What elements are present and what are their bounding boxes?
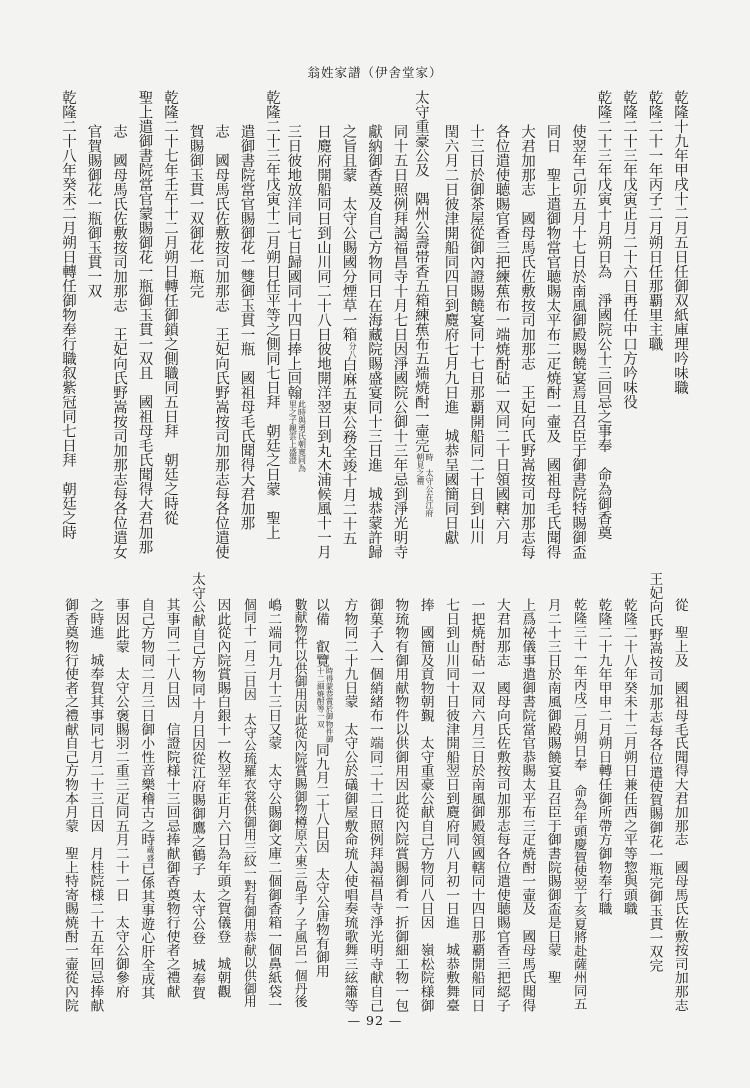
upper-column bbox=[58, 90, 78, 560]
lower-column bbox=[365, 572, 385, 1012]
note-line: 此時與勇氏朝寛同為 bbox=[297, 399, 307, 472]
column-text: 志 國母馬氏佐敷按司加那志 王妃向氏野嵩按司加那志每各位遣使 bbox=[213, 124, 229, 559]
column-text: 乾隆二十三年戊寅正月二十六日再任中口方吟味役 bbox=[621, 90, 637, 409]
lower-column bbox=[670, 572, 690, 1012]
column-text: 遣御書院當官賜御花一雙御玉貫一瓶 國祖母毛氏聞得大君加那 bbox=[238, 124, 255, 530]
upper-column bbox=[313, 90, 333, 560]
lower-column bbox=[85, 572, 105, 1012]
column-text: 嶋二端同九月十三日又蒙 太守公賜御文庫二個御香箱一個鼻紙袋一 bbox=[265, 598, 282, 1012]
column-text: 乾隆二十三年戊寅十月朔日為 淨國院公十三回忌之事奉 命為御香奠 bbox=[595, 90, 612, 540]
note-line: 十二細焼酎等一双 bbox=[316, 667, 326, 728]
column-text: 乾隆二十八年癸未十二月朔日兼任西之平等惣與頭職 bbox=[620, 598, 637, 916]
column-text: 數献物件以供御用因此從內院賞賜御物樽原六東三島手ノ子風呂一個丹後 bbox=[291, 598, 307, 1008]
lower-column bbox=[644, 572, 664, 1012]
column-text: 自己方物同二月三日御小性音樂稽古之時 bbox=[138, 598, 155, 847]
column-text: 乾隆二十一年丙子二月朔日任那覇里主職 bbox=[646, 90, 663, 351]
lower-column bbox=[594, 572, 614, 1012]
column-text: 乾隆十九年甲戌十二月五日任御双紙庫理吟味職 bbox=[672, 90, 688, 395]
upper-text-block bbox=[58, 90, 690, 560]
upper-column bbox=[466, 90, 486, 560]
column-text: 日麑府開船同日到山川同二十八日彼地開洋翌日到丸木浦候風十一月 bbox=[315, 124, 331, 559]
note-line: 蔵盛 bbox=[146, 846, 156, 862]
upper-column bbox=[645, 90, 665, 560]
lower-column bbox=[517, 572, 537, 1012]
column-text: 月二十三日於南風御殿賜饒宴且召臣于御書院賜御盃是日蒙 聖 bbox=[544, 598, 561, 985]
upper-column bbox=[160, 90, 180, 560]
upper-column bbox=[492, 90, 512, 560]
lower-column bbox=[314, 572, 334, 1012]
column-text: 官賀賜御花一瓶御玉貫一双 bbox=[85, 124, 102, 298]
column-text: 乾隆三十一年丙戌二月朔日奉 命為年頭慶賀使翌丁亥夏將赴薩州同五 bbox=[571, 598, 587, 1011]
lower-column bbox=[289, 572, 309, 1012]
note-line: 時得蒙恭賞於御物件御 bbox=[325, 667, 335, 743]
upper-column bbox=[390, 90, 410, 560]
column-text: 閏六月二日彼津開船同四日到麑府七月九日進 城恭呈國簡同日獻 bbox=[442, 124, 459, 545]
column-text: 大君加那志 國母向氏佐敷按司加那志每各位遣使聴賜官香三把綛子 bbox=[493, 598, 510, 1012]
upper-column bbox=[412, 90, 435, 560]
column-text: 大君加那志 國母馬氏佐敷按司加那志 王妃向氏野嵩按司加那志每 bbox=[519, 124, 535, 559]
upper-column bbox=[517, 90, 537, 560]
column-text: 已係其事遊心肝全成其 bbox=[138, 861, 155, 1000]
column-text: 之旨且蒙 太守公賜國分煙草一箱 bbox=[340, 124, 357, 342]
lower-column bbox=[212, 572, 232, 1012]
upper-column bbox=[211, 90, 231, 560]
lower-column bbox=[263, 572, 283, 1012]
column-text: 乾隆二十九年甲申二月朔日轉任御所帶方御物奉行職 bbox=[595, 598, 612, 916]
column-text: 各位遣使聴賜官香三把練蕉布一端焼酎砧一双同二十日領國轄六月 bbox=[493, 124, 510, 545]
upper-column bbox=[543, 90, 563, 560]
column-text: 王妃向氏野嵩按司加那志每各位遣使賀賜御花一瓶完御玉貫一双完 bbox=[646, 572, 663, 973]
column-text: 從 聖上及 國祖母毛氏聞得大君加那志 國母馬氏佐敷按司加那志 bbox=[671, 598, 688, 1012]
upper-column bbox=[186, 90, 206, 560]
lower-column bbox=[390, 572, 410, 1012]
upper-column bbox=[237, 90, 257, 560]
column-text: 七日到山川同十日彼津開船翌日到麑府同八月初一日進 城恭敷舞臺 bbox=[443, 598, 460, 1012]
lower-column bbox=[441, 572, 461, 1012]
column-text: 一把焼酎砧一双同六月三日於南風御殿領國轄同十四日那覇開船同日 bbox=[468, 598, 485, 1012]
upper-column bbox=[619, 90, 639, 560]
lower-column bbox=[339, 572, 359, 1012]
lower-column bbox=[467, 572, 487, 1012]
column-text: 獻納御香奠及自己方物同日在海藏院賜盛宴同十三日進 城恭蒙許歸 bbox=[366, 124, 382, 559]
column-text: 物琉物有御用献物件以供御用因此從內院賞賜御肴一折御細工物一包 bbox=[392, 598, 409, 1012]
column-text: 乾隆二十八年癸未二月朔日轉任御物奉行職叙紫冠同七日拜 朝廷之時 bbox=[60, 90, 76, 540]
column-text: 太守公献自己方物同十月日因從江府賜御鷹之鶴子 太守公登 城奉賀 bbox=[189, 572, 206, 1000]
interlinear-note bbox=[416, 453, 434, 517]
note-line: 時 太守公在江府 bbox=[425, 452, 434, 517]
upper-column bbox=[285, 90, 308, 560]
column-text: 同十五日照例拜謁福昌寺十月七日因淨國院公御十三年忌到淨光明寺 bbox=[391, 124, 408, 559]
column-text: 其事同二十八日因 信證院様十三回忌捧献御香奠物行使者之禮献 bbox=[163, 598, 180, 999]
column-text: 個同十一月二日因 太守公琉羅衣裳供御用三紋一對有御用恭献以供御用 bbox=[240, 598, 256, 1008]
upper-column bbox=[84, 90, 104, 560]
column-text: 白麻五束公務全竣十月二十五 bbox=[340, 357, 357, 546]
interlinear-note bbox=[288, 400, 306, 472]
column-text: 志 國母馬氏佐敷按司加那志 王妃向氏野嵩按司加那志每各位遣女 bbox=[111, 124, 127, 559]
column-text: 因此從內院賞賜白銀十一枚翌年正月六日為年頭之賀儀登 城朝觀 bbox=[214, 598, 231, 999]
column-text: 之時進 城奉賀其事同七月二十三日因 月桂院様二十五年回忌捧献 bbox=[87, 598, 104, 1012]
page-header-title: 翁姓家譜（伊舍堂家） bbox=[307, 65, 443, 80]
upper-column bbox=[441, 90, 461, 560]
upper-column bbox=[670, 90, 690, 560]
column-text: 十三日於御茶屋從御內證賜饒宴同十七日那覇開船同二十日到山川 bbox=[468, 124, 484, 545]
column-text: 以備 叡覽 bbox=[312, 598, 329, 667]
note-line: 里之子親雲上盛澄 bbox=[288, 399, 298, 464]
interlinear-note bbox=[348, 342, 357, 358]
lower-column bbox=[162, 572, 182, 1012]
upper-column bbox=[135, 90, 155, 560]
column-text: 事因此蒙 太守公褒賜羽二重三疋同五月二十一日 太守公御參府 bbox=[112, 598, 129, 999]
column-text: 同九月二十八日因 太守公唐物有御用 bbox=[312, 742, 329, 978]
upper-column bbox=[594, 90, 614, 560]
column-text: 乾隆二十三年戊寅十二月朔日任平等之側同七日拜 朝廷之日蒙 聖上 bbox=[264, 90, 280, 540]
column-text: 太守重豪公及 隅州公壽帯香五箱練蕉布五端焼酎一壷完 bbox=[412, 90, 429, 453]
lower-column bbox=[60, 572, 80, 1012]
column-text: 使翌年己卯五月十七日於南風御殿賜饒宴焉且召臣于御書院特賜御盃 bbox=[570, 124, 586, 559]
upper-column bbox=[364, 90, 384, 560]
lower-text-block bbox=[60, 572, 690, 1012]
column-text: 同日 聖上遣御物當官聴賜太平布二疋焼酎一壷及 國祖母毛氏聞得 bbox=[544, 124, 561, 559]
column-text: 方物同二十九日蒙 太守公於礒御屋敷命琉人使唱奏琉歌舞三絃簫等 bbox=[341, 598, 358, 1012]
lower-column bbox=[238, 572, 258, 1012]
upper-column bbox=[339, 90, 359, 560]
lower-column bbox=[111, 572, 131, 1012]
upper-column bbox=[568, 90, 588, 560]
column-text: 乾隆二十七年壬午十二月朔日轉任御鎖之側職同五日拜 朝廷之時從 bbox=[162, 90, 178, 525]
page-number: — 92 — bbox=[347, 1013, 403, 1028]
lower-column bbox=[619, 572, 639, 1012]
lower-column bbox=[187, 572, 207, 1012]
column-text: 上爲祕儀事遣御書院當官恭賜太平布三疋焼酎一壷及 國母馬氏聞得 bbox=[519, 598, 536, 1012]
column-text: 御香奠物行使者之禮献自己方物本月蒙 聖上特寄賜焼酎一壷從內院 bbox=[62, 598, 78, 1012]
interlinear-note bbox=[316, 667, 333, 743]
lower-column bbox=[416, 572, 436, 1012]
lower-column bbox=[543, 572, 563, 1012]
column-text: 三日彼地放洋同七日歸國同十四日捧上回翰 bbox=[285, 124, 302, 400]
note-line: 朝見之禮 bbox=[415, 452, 425, 485]
note-line: 分八 bbox=[348, 341, 358, 358]
column-text: 聖上遣御書院當官蒙賜御花一瓶御玉貫一双且 國祖母毛氏聞得大君加那 bbox=[136, 90, 153, 554]
interlinear-note bbox=[145, 846, 154, 861]
lower-column bbox=[136, 572, 156, 1012]
column-text: 御菓子入一個綃緒布一端同二十二日照例拜謁福昌寺淨光明寺献自己 bbox=[366, 598, 383, 1012]
column-text: 捧 國簡及貢物朝覲 太守重豪公献自己方物同八日因 嶺松院様御 bbox=[417, 598, 434, 1012]
upper-column bbox=[262, 90, 282, 560]
lower-column bbox=[492, 572, 512, 1012]
lower-column bbox=[568, 572, 588, 1012]
column-text: 賀賜御玉貫一双御花一瓶完 bbox=[187, 124, 204, 298]
upper-column bbox=[109, 90, 129, 560]
